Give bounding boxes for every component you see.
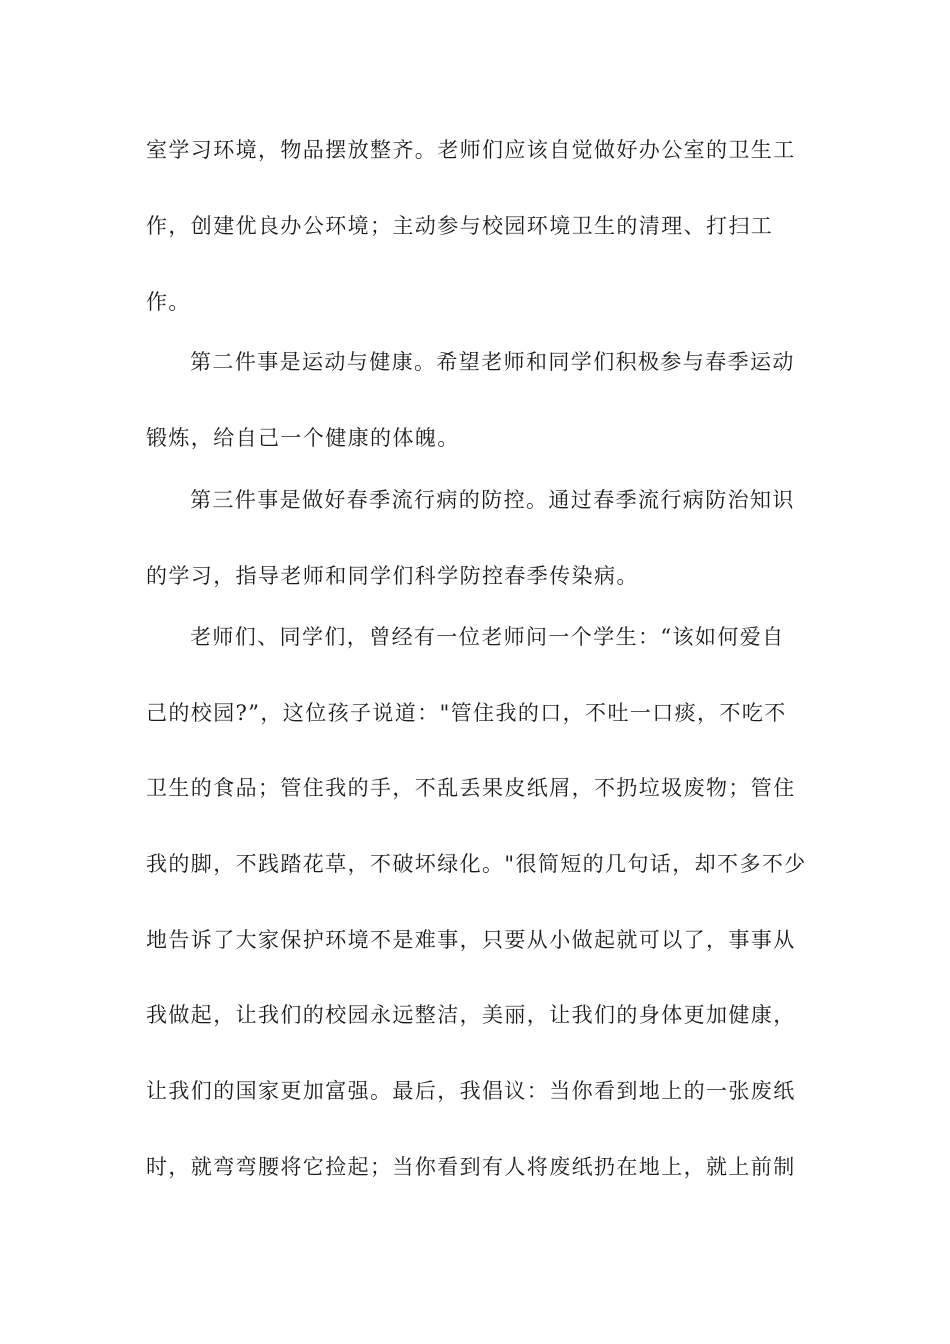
text-line-11: 我的脚，不践踏花草，不破坏绿化。"很简短的几句话，却不多不少 [146, 852, 807, 876]
text-line-6: 第三件事是做好春季流行病的防控。通过春季流行病防治知识 [190, 488, 795, 512]
text-line-7: 的学习，指导老师和同学们科学防控春季传染病。 [146, 564, 639, 588]
text-line-8: 老师们、同学们，曾经有一位老师问一个学生：“该如何爱自 [190, 625, 785, 649]
text-line-14: 让我们的国家更加富强。最后，我倡议：当你看到地上的一张废纸 [146, 1079, 796, 1103]
text-line-15: 时，就弯弯腰将它捡起；当你看到有人将废纸扔在地上，就上前制 [146, 1155, 796, 1179]
text-line-12: 地告诉了大家保护环境不是难事，只要从小做起就可以了，事事从 [146, 928, 796, 952]
text-line-10: 卫生的食品；管住我的手，不乱丢果皮纸屑，不扔垃圾废物；管住 [146, 776, 796, 800]
text-line-1: 室学习环境，物品摆放整齐。老师们应该自觉做好办公室的卫生工 [146, 138, 796, 162]
text-line-13: 我做起，让我们的校园永远整洁，美丽，让我们的身体更加健康， [146, 1003, 796, 1027]
text-line-9: 己的校园?”，这位孩子说道："管住我的口，不吐一口痰，不吃不 [146, 701, 787, 725]
text-line-2: 作，创建优良办公环境；主动参与校园环境卫生的清理、打扫工 [146, 214, 774, 238]
text-line-3: 作。 [146, 290, 191, 314]
text-line-4: 第二件事是运动与健康。希望老师和同学们积极参与春季运动 [190, 350, 795, 374]
text-line-5: 锻炼，给自己一个健康的体魄。 [146, 426, 460, 450]
